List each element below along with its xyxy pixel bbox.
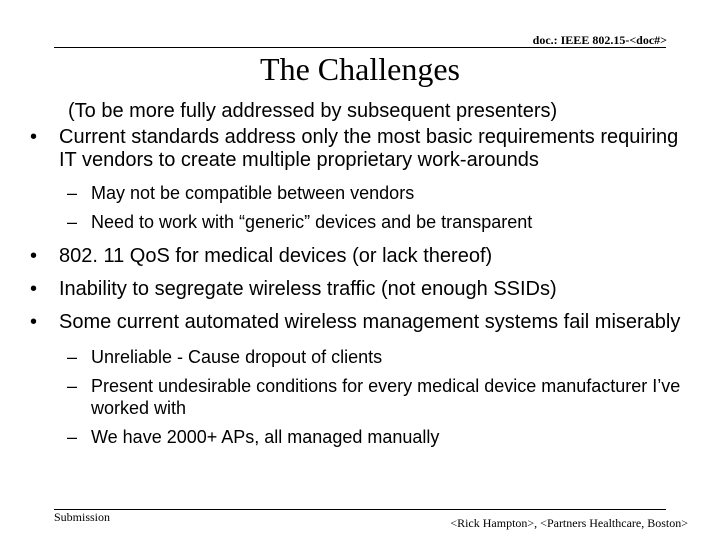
sub-bullet-item	[0, 346, 691, 368]
bullet-text: Inability to segregate wireless traffic (not enough SSIDs)	[59, 278, 557, 300]
sub-bullet-marker: –	[67, 347, 78, 367]
sub-bullet-item	[0, 426, 691, 448]
bullet-item	[0, 278, 699, 301]
bullet-item	[0, 126, 699, 172]
bullet-text: 802. 11 QoS for medical devices (or lack thereof)	[59, 245, 493, 267]
sub-bullet-marker: –	[67, 376, 78, 396]
document-id: doc.: IEEE 802.15-<doc#>	[532, 33, 667, 47]
slide-body	[0, 100, 720, 455]
footer-rule	[54, 509, 666, 510]
footer-author: <Rick Hampton>, <Partners Healthcare, Boston>	[450, 516, 688, 530]
bullet-marker: •	[30, 245, 38, 267]
footer-submission: Submission	[54, 510, 111, 524]
sub-bullet-text: Unreliable - Cause dropout of clients	[91, 347, 383, 367]
bullet-item	[0, 245, 699, 268]
bullet-marker: •	[30, 278, 38, 300]
sub-bullet-text: Present undesirable conditions for every medical device manufacturer I’ve worked with	[91, 376, 681, 418]
sub-bullet-text: We have 2000+ APs, all managed manually	[91, 427, 440, 447]
bullet-text: Some current automated wireless management systems fail miserably	[59, 311, 681, 333]
bullet-marker: •	[30, 311, 38, 333]
intro-text: (To be more fully addressed by subsequent presenters)	[68, 100, 558, 122]
sub-bullet-item	[0, 211, 691, 233]
sub-bullet-item	[0, 375, 691, 419]
sub-bullet-marker: –	[67, 427, 78, 447]
sub-bullet-marker: –	[67, 183, 78, 203]
sub-bullet-text: May not be compatible between vendors	[91, 183, 415, 203]
bullet-text: Current standards address only the most basic requirements requiring IT vendors to create multiple proprietary work-arounds	[59, 126, 679, 171]
sub-bullet-marker: –	[67, 212, 78, 232]
slide-title: The Challenges	[260, 51, 460, 87]
bullet-marker: •	[30, 126, 38, 148]
bullet-item	[0, 311, 699, 334]
header-rule	[54, 47, 666, 48]
sub-bullet-item	[0, 182, 691, 204]
sub-bullet-text: Need to work with “generic” devices and be transparent	[91, 212, 533, 232]
